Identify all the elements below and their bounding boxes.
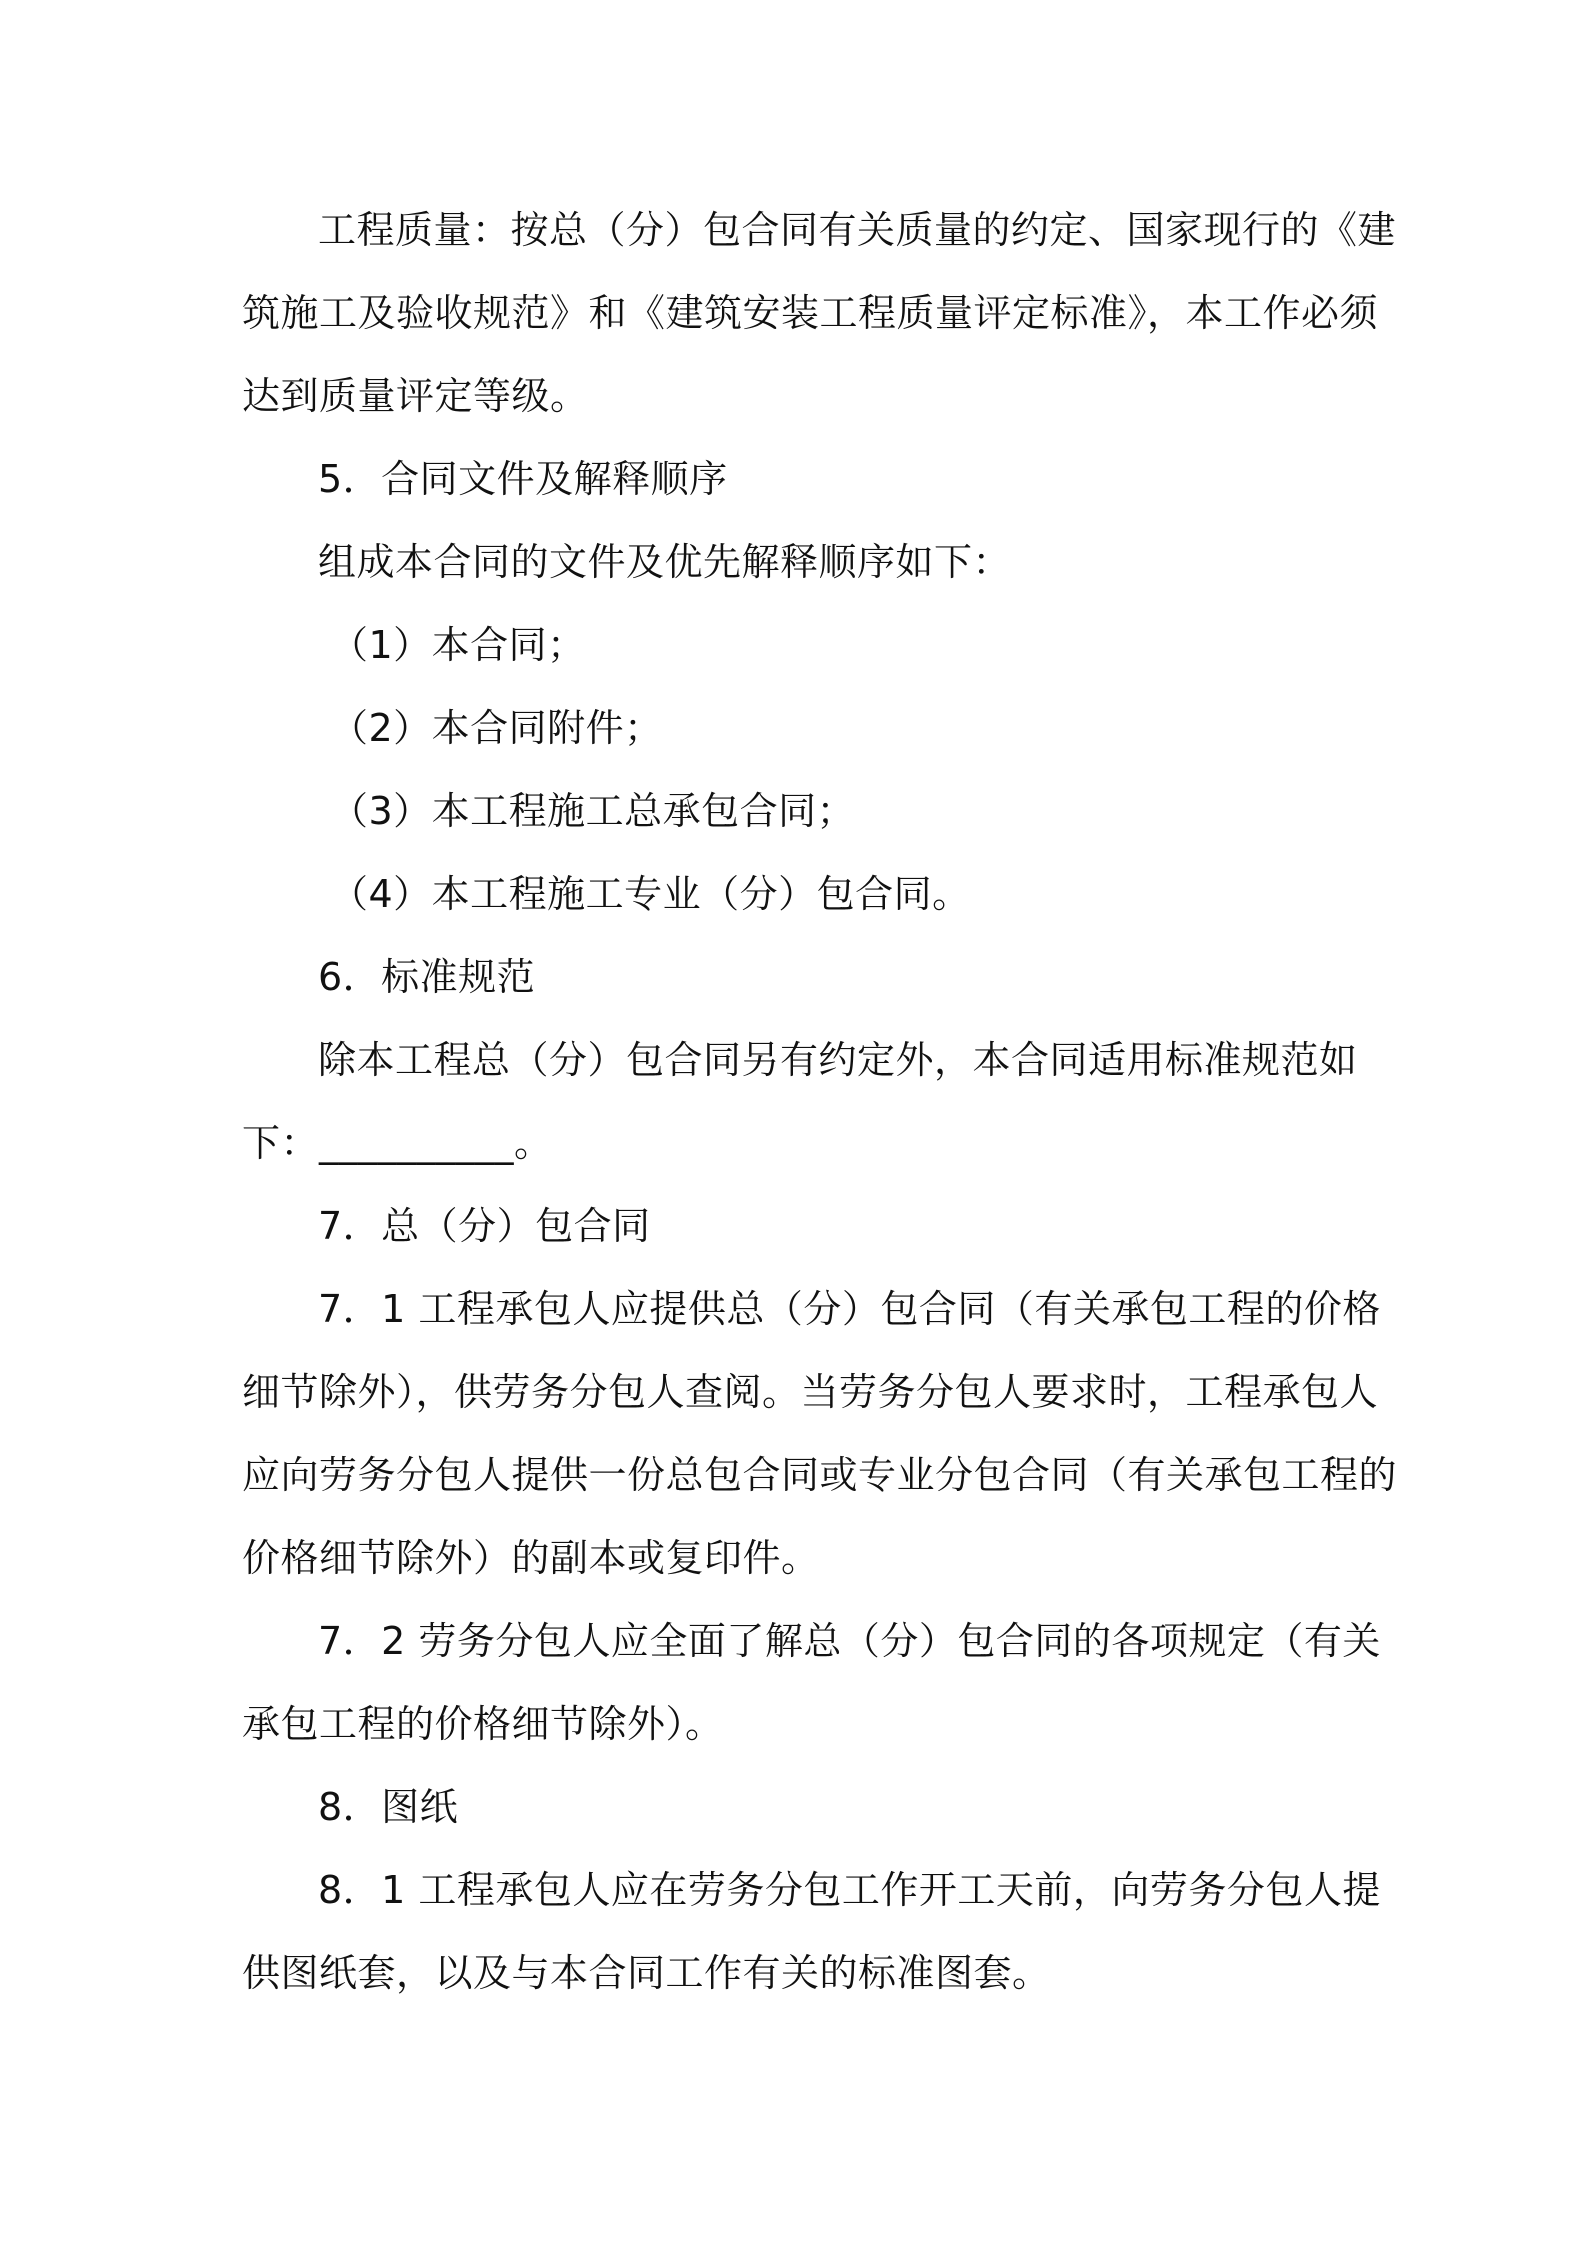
list-item: （3）本工程施工总承包合同； bbox=[330, 789, 856, 833]
paragraph-line: 工程质量：按总（分）包合同有关质量的约定、国家现行的《建 bbox=[318, 208, 1397, 252]
section-heading: 8．图纸 bbox=[318, 1785, 459, 1829]
section-heading: 6．标准规范 bbox=[318, 955, 536, 999]
paragraph-line: 组成本合同的文件及优先解释顺序如下： bbox=[318, 540, 1012, 584]
paragraph-line: 承包工程的价格细节除外）。 bbox=[242, 1702, 724, 1746]
paragraph-line: 8．1 工程承包人应在劳务分包工作开工天前，向劳务分包人提 bbox=[318, 1868, 1381, 1912]
paragraph-line: 价格细节除外）的副本或复印件。 bbox=[242, 1536, 820, 1580]
section-heading: 7．总（分）包合同 bbox=[318, 1204, 651, 1248]
list-item: （1）本合同； bbox=[330, 623, 586, 667]
paragraph-line: 下：__________。 bbox=[242, 1121, 553, 1165]
paragraph-line: 细节除外），供劳务分包人查阅。当劳务分包人要求时，工程承包人 bbox=[242, 1370, 1379, 1414]
paragraph-line: 筑施工及验收规范》和《建筑安装工程质量评定标准》，本工作必须 bbox=[242, 291, 1379, 335]
paragraph-line: 7．2 劳务分包人应全面了解总（分）包合同的各项规定（有关 bbox=[318, 1619, 1381, 1663]
section-heading: 5．合同文件及解释顺序 bbox=[318, 457, 728, 501]
paragraph-line: 7．1 工程承包人应提供总（分）包合同（有关承包工程的价格 bbox=[318, 1287, 1381, 1331]
list-item: （4）本工程施工专业（分）包合同。 bbox=[330, 872, 971, 916]
paragraph-line: 应向劳务分包人提供一份总包合同或专业分包合同（有关承包工程的 bbox=[242, 1453, 1398, 1497]
paragraph-line: 供图纸套，以及与本合同工作有关的标准图套。 bbox=[242, 1951, 1051, 1995]
paragraph-line: 达到质量评定等级。 bbox=[242, 374, 589, 418]
paragraph-line: 除本工程总（分）包合同另有约定外，本合同适用标准规范如 bbox=[318, 1038, 1358, 1082]
list-item: （2）本合同附件； bbox=[330, 706, 663, 750]
